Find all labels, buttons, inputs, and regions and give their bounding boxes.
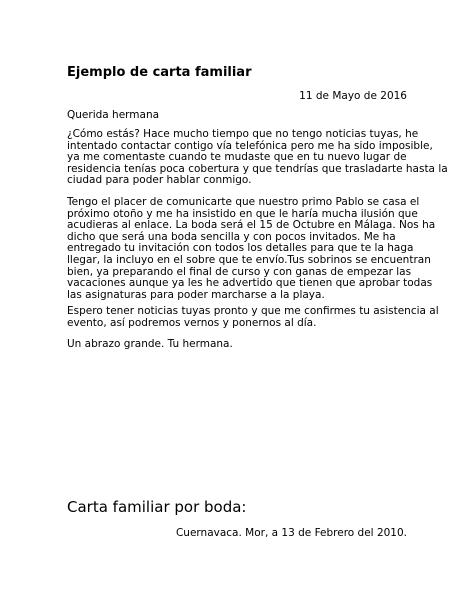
paragraph-2-line: Tengo el placer de comunicarte que nuestro primo Pablo se casa el <box>67 196 420 208</box>
letter-closing: Un abrazo grande. Tu hermana. <box>67 338 233 350</box>
paragraph-1 <box>67 129 448 187</box>
paragraph-2 <box>67 197 435 301</box>
paragraph-3-line: Espero tener noticias tuyas pronto y que me confirmes tu asistencia al <box>67 305 439 317</box>
paragraph-3-line: evento, así podremos vernos y ponernos al día. <box>67 316 317 329</box>
section-title: Carta familiar por boda: <box>67 498 247 516</box>
paragraph-2-line: dicho que será una boda sencilla y con pocos invitados. Me ha <box>67 230 396 243</box>
paragraph-2-line: las asignaturas para poder marcharse a la playa. <box>67 288 325 301</box>
letter-date: 11 de Mayo de 2016 <box>299 90 407 102</box>
paragraph-2-line: próximo otoño y me ha insistido en que le haría mucha ilusión que <box>67 207 418 220</box>
paragraph-1-line: residencia tenías poca cobertura y que tendrías que trasladarte hasta la <box>67 162 448 175</box>
paragraph-2-line: llegar, la incluyo en el sobre que te envío.Tus sobrinos se encuentran <box>67 253 431 266</box>
paragraph-2-line: bien, ya preparando el final de curso y con ganas de empezar las <box>67 265 412 278</box>
paragraph-1-line: intentado contactar contigo vía telefónica pero me ha sido imposible, <box>67 139 433 152</box>
paragraph-1-line: ¿Cómo estás? Hace mucho tiempo que no tengo noticias tuyas, he <box>67 128 419 140</box>
paragraph-3 <box>67 306 439 329</box>
section-date: Cuernavaca. Mor, a 13 de Febrero del 2010. <box>175 527 407 539</box>
letter-greeting: Querida hermana <box>67 109 160 121</box>
paragraph-2-line: entregado tu invitación con todos los detalles para que te la haga <box>67 242 414 255</box>
paragraph-1-line: ciudad para poder hablar conmigo. <box>67 174 252 187</box>
paragraph-2-line: vacaciones aunque ya les he advertido que tienen que aprobar todas <box>67 277 433 290</box>
paragraph-1-line: ya me comentaste cuando te mudaste que en tu nuevo lugar de <box>67 151 407 164</box>
paragraph-2-line: acudieras al enlace. La boda será el 15 de Octubre en Málaga. Nos ha <box>67 219 436 232</box>
document-title: Ejemplo de carta familiar <box>67 65 252 80</box>
